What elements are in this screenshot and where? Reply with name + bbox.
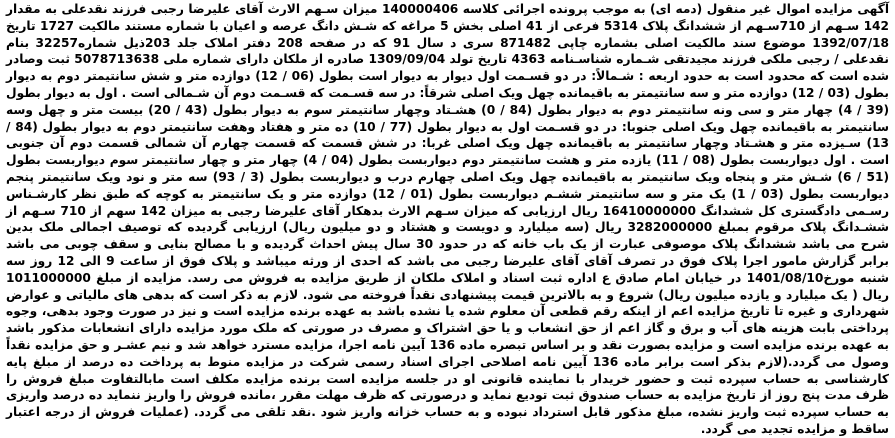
- auction-notice-text: آگهی مزایده اموال غیر منقول (دمه ای) به موجب پرونده اجرائی کلاسه 140000406 میزان سـهم الارث آقای علیرضا رجبی فرزند نقدعلی به مقدار 142 سـهم از 710سـهم از ششدانگ پلاک 5314 فرعی از 41 اصلی بخش 5 مراغه که شـش دانگ عرصه و اعیان با شماره مستند مالکیت 1727 تاریخ 1392/07/18 موضوع سند مالکیت اصلی بشماره چاپی 871482 سری د سال 91 که در صفحه 208 دفتر املاک جلد 203ذیل شماره32257 بنام نقدعلی / رجبی ملکی فرزند مجیدتقی شـماره شناسـنامه 4363 تاریخ تولد 1309/09/04 صادره از ملکان دارای شماره ملی 5078713638 ثبت وصادر شده است که محدود است به حدود اربعه : شـمالاً: در دو قسـمت اول دیوار به دیوار است بطول (06 / 12) دوازده متر و شش سانتیمتر دوم به دیوار بطول (03 / 12) دوازده متر و سه سانتیمتر به باقیمانده چهل ویک اصلی شرقاً: در سه قسـمت که قسـمت دوم آن شـمالی است . اول به دیوار بطول (39 / 4) چهار متر و سی ونه سانتیمتر دوم به دیوار بطول (84 / 0) هشـتاد وچهار سانتیمتر سوم به دیوار بطول (43 / 20) بیست متر و چهل وسه سانتیمتر به باقیمانده چهل ویک اصلی جنوبا: در دو قسـمت اول به دیوار بطول (77 / 10) ده متر و هفتاد وهفت سانتیمتر دوم به دیوار بطول (84 / 13) سـیزده متر و هشـتاد وچهار سانتیمتر به باقیمانده چهل ویک اصلی غربا: در شش قسمت که قسمت چهارم آن شمالی قسمت دوم آن جنوبی است . اول دیواربست بطول (08 / 11) یازده متر و هشت سانتیمتر دوم دیواربست بطول (04 / 4) چهار متر و چهار سانتیمتر سوم دیواربست بطول (51 / 6) شـش متر و پنجاه ویک سانتیمتر به باقیمانده چهل ویک اصلی چهارم درب و دیواربست بطول (3 / 93) سه متر و نود ویک سانتیمتر پنجم دیواربست بطول (03 / 1) یک متر و سه سانتیمتر ششـم دیواربست بطول (01 / 12) دوازده متر و یک سانتیمتر به کوچه که طبق نظر کارشـناس رسـمی دادگستری کل ششدانگ 16410000000 ریال ارزیابی که میزان سـهم الارث بدهکار آقای علیرضا رجبی به میزان 142 سهم از 710 سـهم از ششـدانگ پلاک مرقوم بمبلغ 3282000000 ریال (سه میلیارد و دویست و هشتاد و دو میلیون ریال) ارزیابی گردیده که توصیف اجمالی ملک بدین شرح می باشد ششدانگ پلاک موصوفی عبارت از یک باب خانه که در حدود 30 سال پیش احداث گردیده و با مصالح بنایی و سقف چوبی می باشد برابر گزارش مامور اجرا پلاک فوق در تصرف آقای آقای علیرضا رجبی می باشد که احدی از ورثه میباشد و پلاک فوق از ساعت 9 الی 12 روز سه شنبه مورخ1401/08/10 در خیابان امام صادق ع اداره ثبت اسناد و املاک ملکان از طریق مزایده به فروش می رسد. مزایده از مبلغ 1011000000 ریال ( یک میلیارد و یازده میلیون ریال) شروع و به بالاترین قیمت پیشنهادی نقداً فروخته می شود. لازم به ذکر است که بدهی های مالیاتی و عوارض شهرداری و غیره تا تاریخ مزایده اعم از اینکه رقم قطعی آن معلوم شده یا نشده باشد به عهده برنده مزایده است و نیز در صورت وجود بدهی، وجوه پرداختی بابت هزینه های آب و برق و گاز اعم از حق انشعاب و یا حق اشتراک و مصرف در صورتی که ملک مورد مزایده دارای انشعابات مذکور باشد به عهده برنده مزایده است و مزایده بصورت نقد و بر اساس تبصره ماده 136 آیین نامه اجرا، مزایده مسترد خواهد شد و نیم عشـر و حق مزایده نقداً وصول می گردد.(لازم بذکر است برابر ماده 136 آیین نامه اصلاحی اجرای اسناد رسمی شرکت در مزایده منوط به پرداخت ده درصد از مبلغ پایه کارشناسی به حساب سپرده ثبت و حضور خریدار با نماینده قانونی او در جلسه مزایده است برنده مزایده مکلف است مابالتفاوت مبلغ فروش را ظرف مدت پنج روز از تاریخ مزایده به حساب صندوق ثبت تودیع نماید و درصورتی که ظرف مهلت مقرر ،مانده فروش را واریز ننماید ده درصد واریزی به حساب سپرده ثبت واریز نشده، مبلغ مذکور قابل استرداد نبوده و به حساب خزانه واریز شود .نقد تلقی می گردد. (عملیات فروش از درجه اعتبار ساقط و مزایده تجدید می گردد.: [6, 2, 890, 436]
